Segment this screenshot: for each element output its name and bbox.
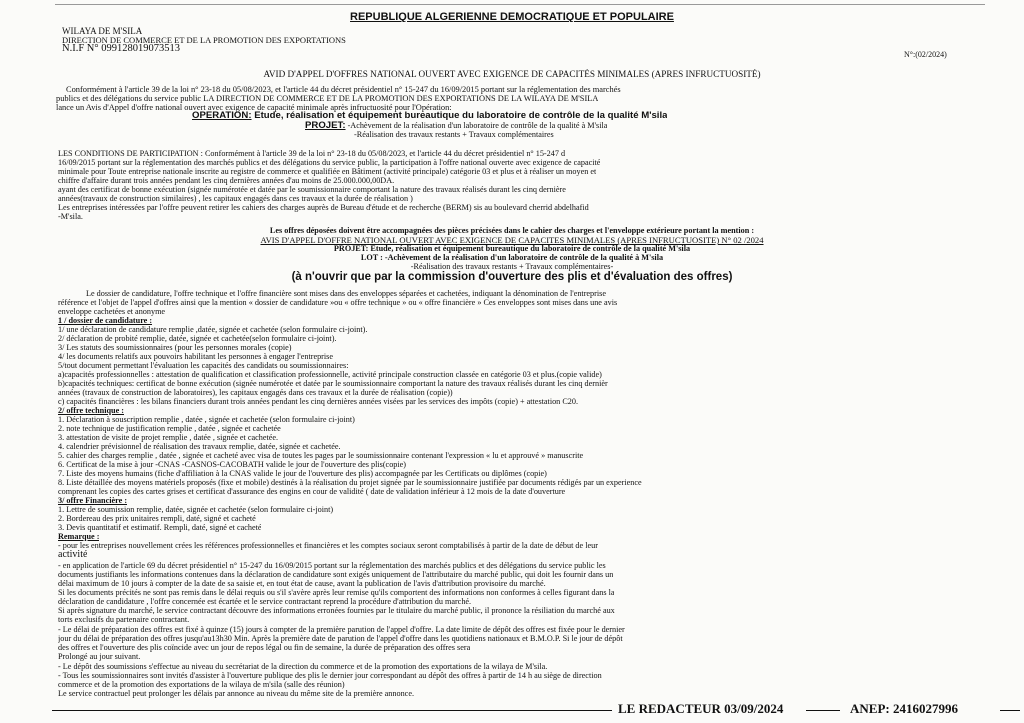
section1-item: c) capacités financières : les bilans financiers durant trois années pendant les cinq dernières années visées par les services des impôts (copie) + attestation C20. [58,397,579,406]
conditions-line-3: minimale pour Toute entreprise nationale inscrite au registre de commerce et qualifiée en Bâtiment (activité principale) catégorie 03 et plus et à réaliser un moyen et [58,167,597,176]
nif-line: N.I.F N° 099128019073513 [62,44,180,54]
intro-line-2: publics et des délégations du service public LA DIRECTION DE COMMERCE ET DE LA PROMOTION DES EXPORTATIONS DE LA WILAYA DE M'SILA [56,94,599,103]
projet-label: PROJET: [305,121,346,131]
dossier-intro-3: enveloppe cachetées et anonyme [58,307,166,316]
remarque-line: Le service contractuel peut prolonger les délais par annonce au niveau du même site de la première annonce. [58,689,415,698]
remarque-line: torts exclusifs du partenaire contractant. [58,615,190,624]
section2-item: 2. note technique de justification remplie , datée , signée et cachetée [58,424,281,433]
conditions-line-2: 16/09/2015 portant sur la réglementation des marchés publics et des délégations du service public, la participation à l'offre national ouverte avec exigence de capacité [58,158,601,167]
conditions-line-6: années(travaux de construction similaires) , les capitaux engagés dans ces travaux et la durée de réalisation ) [58,194,413,203]
section1-title: 1 / dossier de candidature : [58,316,153,325]
conditions-line-1: LES CONDITIONS DE PARTICIPATION : Conformément à l'article 39 de la loi n° 23-18 du 05/08/2023, et l'article 44 du décret présidentiel n° 15-247 d [58,149,566,158]
projet-line-2: -Réalisation des travaux restants + Travaux complémentaires [354,130,554,139]
envelope-mention: AVIS D'APPEL D'OFFRE NATIONAL OUVERT AVEC EXIGENCE DE CAPACITES MINIMALES (APRES INFRUCTUOSITE) N° 02 /2024 [260,235,764,245]
section1-item: 4/ les documents relatifs aux pouvoirs habilitant les personnes à engager l'entreprise [58,352,333,361]
conditions-line-7: Les entreprises intéressées par l'offre peuvent retirer les cahiers des charges auprès de Bureau d'étude et de recherche (BERM) sis au boulevard cherrid abdelhafid [58,203,589,212]
section2-title: 2/ offre technique : [58,406,125,415]
remarque-line: documents justifiants les informations contenues dans la déclaration de candidature sont exigés uniquement de l'attributaire du marché public, qui doit les fournir dans un [58,570,614,579]
section1-item: 2/ déclaration de probité remplie, datée, signée et cachetée(selon formulaire ci-joint). [58,334,337,343]
projet-line-1: -Achèvement de la réalisation d'un laboratoire de contrôle de la qualité à M'sila [347,121,608,130]
remarque-line: - en application de l'article 69 du décret présidentiel n° 15-247 du 16/09/2015 portant sur la réglementation des marchés publics et des délégations du service public les [58,561,606,570]
section1-item: a)capacités professionnelles : attestation de qualification et classification professionnelle, activité principale construction classée en catégorie 03 et plus.(copie valide) [58,370,602,379]
top-border-line [55,4,985,5]
remarque-line: - Le délai de préparation des offres est fixé à quinze (15) jours à compter de la première parution de l'appel d'offre. La date limite de dépôt des offres est fixée pour le dernier [58,625,625,634]
footer [0,697,1024,721]
remarque-line: déclaration de candidature , l'offre concernée est écartée et le service contractant reprend la procédure d'attribution du marché. [58,597,472,606]
wilaya-line: WILAYA DE M'SILA [62,26,143,36]
envelope-lot-2: -Réalisation des travaux restants + Travaux complémentaires- [410,262,614,271]
redacteur-date: LE REDACTEUR 03/09/2024 [618,701,784,716]
anep-number: ANEP: 2416027996 [850,701,958,716]
footer-rule-left [52,710,612,711]
republic-heading: REPUBLIQUE ALGERIENNE DEMOCRATIQUE ET POPULAIRE [350,12,674,22]
remarque-line: Si les documents précités ne sont pas remis dans le délai requis ou s'il s'avère après leur remise qu'ils comportent des informations non conformes à celles figurant dans la [58,588,615,597]
envelope-projet: PROJET: Etude, réalisation et équipement bureautique du laboratoire de contrôle de la qualité M'sila [333,244,691,253]
dossier-intro-2: référence et l'objet de l'appel d'offres ainsi que la mention « dossier de candidature »ou « offre technique » ou « offre financière » Ces enveloppes sont mises dans une avis [58,298,618,307]
envelope-lot: LOT : -Achèvement de la réalisation d'un laboratoire de contrôle de la qualité à M'sila [360,253,664,262]
conditions-line-5: ayant des certificat de bonne exécution (signée numérotée et datée par le soumissionnaire comportant la nature des travaux réalisés durant les cinq dernière [58,185,566,194]
remarque-line: jour du délai de préparation des offres jusqu'au13h30 Min. Après la première date de parution de l'appel d'offre dans les quotidiens nationaux et B.M.O.P. Si le jour de dépôt [58,634,623,643]
section2-item: 6. Certificat de la mise à jour -CNAS -CASNOS-CACOBATH valide le jour de l'ouverture des plis(copie) [58,460,407,469]
intro-line-3: lance un Avis d'Appel d'offre national ouvert avec exigence de capacité minimale après infructuosité pour l'Opération: [56,103,452,112]
conditions-line-8: -M'sila. [58,212,83,221]
section1-item: 5/tout document permettant l'évaluation les capacités des candidats ou soumissionnaires: [58,361,349,370]
section2-item: 3. attestation de visite de projet remplie , datée , signée et cachetée. [58,433,279,442]
remarque-line: - Le dépôt des soumissions s'effectue au niveau du secrétariat de la direction du commerce et de la promotion des exportations de la wilaya de M'sila. [58,662,548,671]
remarque-line: commerce et de la promotion des exportations de la wilaya de m'sila (salle des réunion) [58,680,345,689]
operation-text: Etude, réalisation et équipement bureautique du laboratoire de contrôle de la qualité M'sila [254,111,668,121]
remarque-line: délai maximum de 10 jours à compter de la date de sa saisie et, en tout état de cause, avant la publication de l'avis d'attribution provisoire du marché. [58,579,546,588]
remarque-line: activité [58,549,88,560]
remarque-line: - Tous les soumissionnaires sont invités d'assister à l'ouverture publique des plis le dernier jour correspondant au dépôt des offres à partir de 14 h au siège de direction [58,671,602,680]
footer-rule-middle [806,710,840,711]
footer-rule-right [1000,710,1020,711]
remarque-title: Remarque : [58,532,100,541]
section2-item: comprenant les copies des cartes grises et certificat d'assurance des engins en cour de validité ( date de validation inférieur à 12 mois de la date d'ouverture [58,487,566,496]
section1-item: années (travaux de construction de laboratoires), les capitaux engagés dans ces travaux et la durée de réalisation (copie)) [58,388,453,397]
offers-deposited: Les offres déposées doivent être accompagnées des pièces précisées dans le cahier des charges et l'enveloppe extérieure portant la mention : [269,226,755,235]
section3-item: 2. Bordereau des prix unitaires rempli, daté, signé et cacheté [58,514,256,523]
reference-number: N°:(02/2024) [904,50,947,59]
conditions-line-4: chiffre d'affaire durant trois années pendant les cinq dernières années d'au moins de 25.000.000,00DA. [58,176,395,185]
section3-item: 3. Devis quantitatif et estimatif. Rempli, daté, signé et cacheté [58,523,262,532]
notice-title: AVID D'APPEL D'OFFRES NATIONAL OUVERT AVEC EXIGENCE DE CAPACITÉS MINIMALES (APRES INFRUCTUOSITÉ) [263,69,761,79]
section2-item: 8. Liste détaillée des moyens matériels proposés (fixe et mobile) destinés à la réalisation du projet signée par le soumissionnaire justifiée par documents rédigés par un experience [58,478,642,487]
section1-item: 3/ Les statuts des soumissionnaires (pour les personnes morales (copie) [58,343,292,352]
intro-line-1: Conformément à l'article 39 de la loi n° 23-18 du 05/08/2023, et l'article 44 du décret présidentiel n° 15-247 du 16/09/2015 portant sur la réglementation des marchés [66,85,621,94]
section2-item: 4. calendrier prévisionnel de réalisation des travaux remplie, datée, signée et cachetée. [58,442,341,451]
operation-label: OPERATION: [192,111,252,121]
remarque-line: - pour les entreprises nouvellement crées les références professionnelles et financières et les comptes sociaux seront comptabilisés à partir de la date de début de leur [58,541,598,550]
section2-item: 5. cahier des charges remplie , datée , signée et cacheté avec visa de toutes les pages par le soumissionnaire contenant l'expression « lu et approuvé » manuscrite [58,451,584,460]
section1-item: 1/ une déclaration de candidature remplie ,datée, signée et cachetée (selon formulaire ci-joint). [58,325,368,334]
remarque-line: Si après signature du marché, le service contractant découvre des informations erronées fournies par le titulaire du marché public, il prononce la résiliation du marché aux [58,606,615,615]
section2-item: 7. Liste des moyens humains (fiche d'affiliation à la CNAS valide le jour de l'ouverture des plis) accompagnée par les Certificats ou diplômes (copie) [58,469,547,478]
section1-item: b)capacités techniques: certificat de bonne exécution (signée numérotée et datée par le soumissionnaire comportant la nature des travaux réalisés durant les cinq dernièr [58,379,608,388]
operation-line [192,111,667,121]
section3-item: 1. Lettre de soumission remplie, datée, signée et cachetée (selon formulaire ci-joint) [58,505,334,514]
section3-title: 3/ offre Financière : [58,496,128,505]
section2-item: 1. Déclaration à souscription remplie , datée , signée et cachetée (selon formulaire ci-joint) [58,415,355,424]
remarque-line: Prolongé au jour suivant. [58,652,141,661]
envelope-warning: (à n'ouvrir que par la commission d'ouverture des plis et d'évaluation des offres) [291,271,733,283]
dossier-intro-1: Le dossier de candidature, l'offre technique et l'offre financière sont mises dans des enveloppes séparées et cachetées, indiquant la dénomination de l'entreprise [86,289,606,298]
remarque-line: des offres et l'ouverture des plis coïncide avec un jour de repos légal ou fin de semaine, la durée de préparation des offres sera [58,643,471,652]
direction-line: DIRECTION DE COMMERCE ET DE LA PROMOTION DES EXPORTATIONS [62,35,346,45]
